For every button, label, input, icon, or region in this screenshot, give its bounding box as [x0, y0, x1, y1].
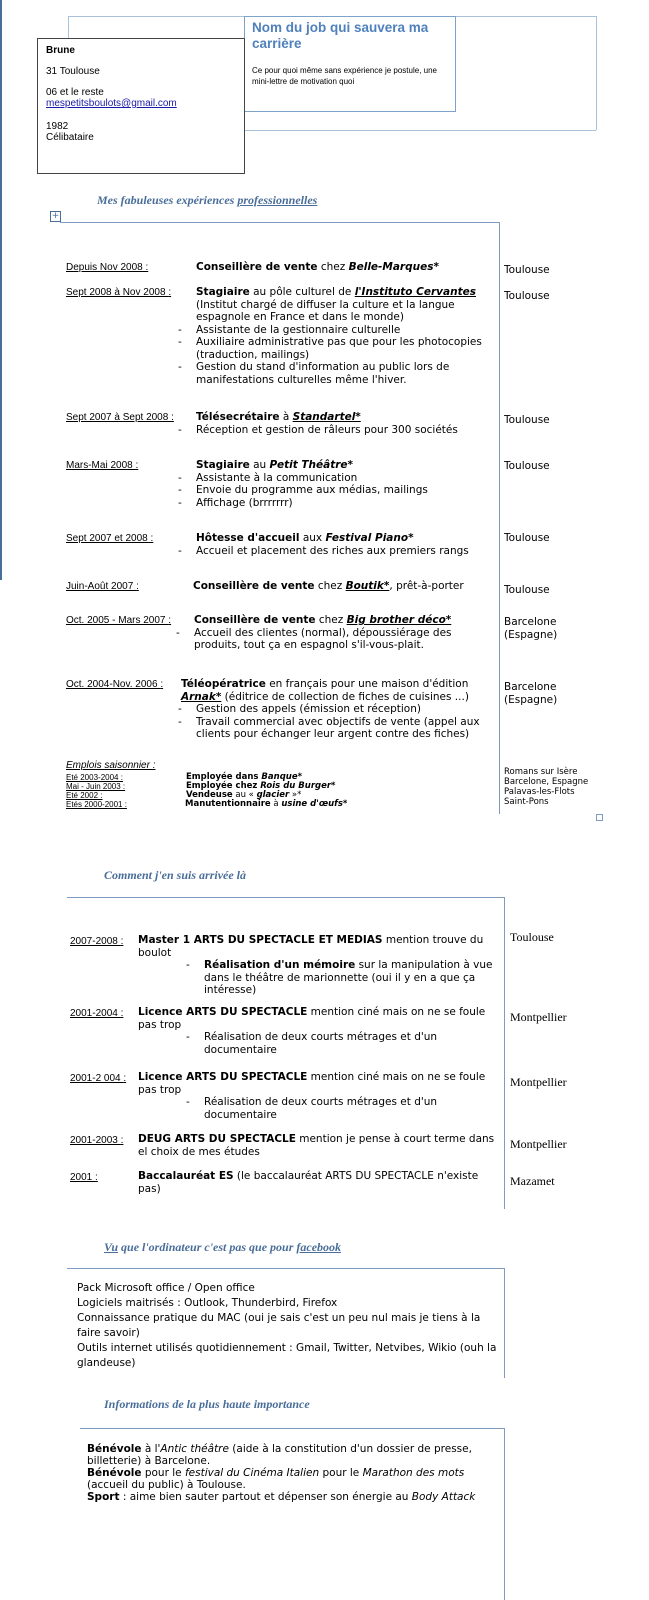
seasonal-connector: à	[270, 799, 282, 809]
education-sub	[186, 959, 498, 997]
education-date: 2001-2003 :	[70, 1135, 124, 1146]
info-italic: Marathon des mots	[362, 1467, 465, 1479]
education-sub-bold: Réalisation d'un mémoire	[204, 959, 356, 971]
experience-date-sep: :	[168, 615, 172, 626]
seasonal-date: Mai - Juin 2003 :	[66, 782, 126, 791]
computer-title-text: Vu	[104, 1240, 119, 1254]
experience-connector: chez	[317, 261, 349, 273]
computer-line: Pack Microsoft office / Open office	[77, 1282, 255, 1294]
education-sub-text: sur la manipulation à vue dans le théâtre de marionnette (oui il y en a que ça intéresse)	[204, 959, 493, 996]
info-item	[87, 1443, 487, 1467]
seasonal-role: Employée dans	[186, 772, 262, 782]
experience-location: Toulouse	[504, 264, 550, 276]
experience-company: Standartel*	[292, 411, 361, 423]
section-rule	[80, 1428, 505, 1429]
education-title: Comment j'en suis arrivée là	[104, 868, 247, 882]
experience-connector: chez	[315, 614, 347, 626]
experience-body[interactable]	[196, 286, 488, 386]
experience-company: l'Instituto Cervantes	[354, 286, 476, 298]
contact-name: Brune	[46, 45, 75, 56]
experience-location: Toulouse	[504, 460, 550, 472]
experience-tail: , prêt-à-porter	[389, 580, 464, 592]
experience-bullet: - Auxiliaire administrative pas que pour les photocopies (traduction, mailings)	[178, 336, 488, 361]
experience-location: Toulouse	[504, 290, 550, 302]
experience-role: Conseillère de vente	[194, 614, 316, 626]
experience-role: Hôtesse d'accueil	[196, 532, 300, 544]
info-text: : aime bien sauter partout et dépenser son énergie au	[119, 1491, 412, 1503]
experience-role: Télésecrétaire	[196, 411, 280, 423]
experience-location: Toulouse	[504, 584, 550, 596]
education-body[interactable]	[138, 1133, 498, 1158]
seasonal-role: Employée chez	[186, 781, 261, 791]
seasonal-date: Eté 2003-2004 :	[66, 773, 123, 782]
experience-company: Belle-Marques*	[348, 261, 439, 273]
info-bold: Bénévole	[87, 1443, 142, 1455]
experience-bullet: - Affichage (brrrrrrr)	[178, 497, 488, 510]
frame-line	[68, 16, 69, 40]
section-rule	[67, 897, 505, 898]
education-degree: Master 1 ARTS DU SPECTACLE ET MEDIAS	[138, 934, 383, 946]
computer-line: Outils internet utilisés quotidiennement : Gmail, Twitter, Netvibes, Wikio (ouh la glandeuse)	[77, 1342, 497, 1369]
experience-headline	[196, 286, 488, 299]
section-column-rule	[504, 897, 505, 1209]
experience-date: Oct. 2004-Nov. 2006 :	[66, 679, 164, 690]
experience-bullet: - Réception et gestion de râleurs pour 300 sociétés	[178, 424, 488, 437]
education-headline	[138, 934, 498, 959]
experience-date: Depuis Nov 2008 :	[66, 262, 149, 273]
seasonal-location: Palavas-les-Flots	[504, 787, 575, 797]
experience-connector: chez	[314, 580, 346, 592]
experience-headline	[196, 459, 488, 472]
education-body[interactable]	[138, 934, 498, 997]
experience-bullet: - Accueil des clientes (normal), dépoussiérage des produits, tout ça en espagnol s'il-vous-plait.	[176, 627, 486, 652]
table-expand-icon[interactable]: +	[51, 211, 60, 221]
experience-body[interactable]	[196, 411, 488, 436]
experience-company: Festival Piano*	[325, 532, 414, 544]
education-degree: Baccalauréat ES	[138, 1170, 234, 1182]
page-edge-line	[0, 0, 2, 580]
experience-connector: en français pour une maison d'édition	[265, 678, 469, 690]
experience-bullet: - Envoie du programme aux médias, mailings	[178, 484, 488, 497]
section-rule	[67, 1268, 505, 1269]
job-title[interactable]: Nom du job qui sauvera ma carrière	[252, 20, 429, 51]
experience-location: Barcelone (Espagne)	[504, 681, 558, 706]
computer-title-text: que l'ordinateur c'est pas que pour	[118, 1240, 297, 1254]
experience-date-sep: :	[135, 460, 139, 471]
education-date: 2001-2 004 :	[70, 1073, 127, 1084]
experience-date: Sept 2007 et 2008 :	[66, 533, 154, 544]
education-mention: mention ciné mais on ne se foule pas trop	[138, 1071, 486, 1096]
section-rule	[60, 222, 500, 223]
contact-email[interactable]: mespetitsboulots@gmail.com	[46, 98, 177, 109]
experience-body[interactable]	[194, 614, 486, 652]
info-title: Informations de la plus haute importance	[104, 1397, 310, 1411]
experience-role: Stagiaire	[196, 286, 250, 298]
education-sub	[186, 1096, 498, 1121]
education-date-sep: :	[120, 936, 124, 947]
experience-bullet: - Assistante à la communication	[178, 472, 488, 485]
experience-headline	[196, 411, 488, 424]
info-bold: Sport	[87, 1491, 120, 1503]
experience-company: Arnak*	[181, 690, 222, 703]
education-sub-text: Réalisation de deux courts métrages et d'un documentaire	[204, 1031, 438, 1056]
computer-skills[interactable]	[77, 1281, 497, 1371]
experience-bullet: - Accueil et placement des riches aux premiers rangs	[178, 545, 488, 558]
info-italic: Antic théâtre	[160, 1443, 229, 1455]
experience-location: Toulouse	[504, 532, 550, 544]
frame-line	[454, 16, 596, 17]
education-date: 2001-2004 :	[70, 1008, 124, 1019]
experience-company: Boutik*	[345, 580, 390, 592]
experience-date-sep: :	[150, 533, 154, 544]
experience-body[interactable]	[196, 532, 488, 557]
experience-tail: (éditrice de collection de fiches de cuisines ...)	[221, 690, 469, 703]
job-subtitle[interactable]: Ce pour quoi même sans expérience je postule, une mini-lettre de motivation quoi	[252, 66, 437, 86]
education-degree: Licence ARTS DU SPECTACLE	[138, 1071, 308, 1083]
experience-date-sep: :	[168, 287, 172, 298]
info-text: pour le	[319, 1467, 363, 1479]
experience-company: Big brother déco*	[346, 614, 452, 626]
education-sub-text: Réalisation de deux courts métrages et d'un documentaire	[204, 1096, 438, 1121]
experience-date-sep: :	[160, 679, 164, 690]
education-headline	[138, 1133, 498, 1158]
education-mention: mention trouve du boulot	[138, 934, 484, 959]
seasonal-role: Vendeuse	[186, 790, 233, 800]
info-text: (accueil du public) à Toulouse.	[87, 1479, 246, 1491]
education-mention: mention je pense à court terme dans el choix de mes études	[138, 1133, 495, 1158]
education-body[interactable]	[138, 1071, 498, 1121]
contact-city: 31 Toulouse	[46, 66, 100, 77]
experience-note: (Institut chargé de diffuser la culture et la langue espagnole en France et dans le monde)	[196, 298, 455, 323]
experience-role: Conseillère de vente	[193, 580, 315, 592]
experience-date-sep: :	[136, 581, 139, 592]
education-mention: mention ciné mais on ne se foule pas trop	[138, 1006, 486, 1031]
seasonal-location: Saint-Pons	[504, 797, 549, 807]
experience-bullet: - Travail commercial avec objectifs de vente (appel aux clients pour échanger leur argent contre des fiches)	[178, 716, 505, 741]
experience-date: Mars-Mai 2008 :	[66, 460, 139, 471]
seasonal-date: Etés 2000-2001 :	[66, 800, 127, 809]
experience-location: Barcelone (Espagne)	[504, 616, 558, 641]
experience-title-text: Mes fabuleuses expériences	[97, 193, 238, 207]
experience-bullet: - Gestion du stand d'information au public lors de manifestations culturelles même l'hiver.	[178, 361, 488, 386]
education-date: 2007-2008 :	[70, 936, 124, 947]
education-body[interactable]	[138, 1006, 498, 1056]
education-mention: (le baccalauréat ARTS DU SPECTACLE n'existe pas)	[138, 1170, 479, 1195]
experience-title-text-underlined: professionnelles	[237, 193, 318, 207]
frame-line	[68, 16, 244, 17]
contact-status: Célibataire	[46, 132, 94, 143]
frame-line	[244, 130, 596, 131]
experience-connector: au	[249, 459, 270, 471]
seasonal-label: Emplois saisonnier :	[66, 760, 156, 771]
experience-role: Conseillère de vente	[196, 261, 318, 273]
seasonal-connector: au «	[232, 790, 257, 800]
experience-date: Juin-Août 2007 :	[66, 581, 139, 592]
experience-body[interactable]	[196, 459, 488, 509]
education-location: Montpellier	[510, 1137, 567, 1151]
computer-line: Connaissance pratique du MAC (oui je sais c'est un peu nul mais je tiens à la faire savoir)	[77, 1312, 481, 1339]
experience-headline	[193, 580, 485, 593]
computer-line: Logiciels maitrisés : Outlook, Thunderbird, Firefox	[77, 1297, 338, 1309]
experience-date: Sept 2007 à Sept 2008 :	[66, 412, 174, 423]
experience-date: Oct. 2005 - Mars 2007 :	[66, 615, 172, 626]
education-date-sep: :	[123, 1073, 127, 1084]
info-text: pour le	[141, 1467, 185, 1479]
education-headline	[138, 1170, 498, 1195]
info-item	[87, 1467, 487, 1491]
education-location: Toulouse	[510, 930, 554, 944]
education-date-sep: :	[120, 1008, 124, 1019]
contact-box[interactable]	[37, 38, 245, 174]
experience-bullet: - Gestion des appels (émission et réception)	[178, 703, 505, 716]
seasonal-job	[185, 800, 347, 809]
education-degree: Licence ARTS DU SPECTACLE	[138, 1006, 308, 1018]
experience-connector: aux	[299, 532, 326, 544]
section-column-rule	[504, 1428, 505, 1600]
contact-phone: 06 et le reste	[46, 87, 104, 98]
experience-connector: au pôle culturel de	[249, 286, 355, 298]
experience-body[interactable]	[193, 580, 485, 593]
experience-connector: à	[279, 411, 293, 423]
education-headline	[138, 1071, 498, 1096]
experience-headline	[196, 261, 488, 274]
seasonal-company: Rois du Burger*	[260, 781, 336, 791]
education-sub	[186, 1031, 498, 1056]
seasonal-company: Banque*	[261, 772, 303, 782]
seasonal-company: usine d'œufs*	[281, 799, 348, 809]
experience-date-sep: :	[171, 412, 174, 423]
seasonal-tail: »*	[289, 790, 302, 800]
experience-role: Téléopératrice	[181, 678, 266, 690]
experience-date: Sept 2008 à Nov 2008 :	[66, 287, 172, 298]
education-location: Montpellier	[510, 1075, 567, 1089]
computer-title	[104, 1240, 341, 1255]
contact-year: 1982	[46, 121, 69, 132]
seasonal-location: Romans sur Isère	[504, 767, 578, 777]
table-resize-handle[interactable]	[596, 814, 603, 821]
info-italic: festival du Cinéma Italien	[184, 1467, 320, 1479]
experience-date-sep: :	[145, 262, 149, 273]
info-bold: Bénévole	[87, 1467, 142, 1479]
education-location: Mazamet	[510, 1174, 555, 1188]
experience-company: Petit Théâtre*	[269, 459, 354, 471]
experience-headline	[181, 678, 505, 703]
education-date-sep: :	[95, 1172, 98, 1183]
section-column-rule	[504, 1268, 505, 1378]
info-text: à l'	[141, 1443, 161, 1455]
frame-line	[596, 16, 597, 130]
education-degree: DEUG ARTS DU SPECTACLE	[138, 1133, 296, 1145]
education-location: Montpellier	[510, 1010, 567, 1024]
info-item	[87, 1491, 487, 1503]
info-italic: Body Attack	[411, 1491, 476, 1503]
education-headline	[138, 1006, 498, 1031]
seasonal-role: Manutentionnaire	[185, 799, 271, 809]
experience-location: Toulouse	[504, 414, 550, 426]
experience-title	[97, 193, 317, 208]
computer-title-text: facebook	[296, 1240, 342, 1254]
seasonal-date: Eté 2002 :	[66, 791, 103, 800]
experience-role: Stagiaire	[196, 459, 250, 471]
experience-bullet: - Assistante de la gestionnaire culturelle	[178, 324, 488, 337]
education-body[interactable]	[138, 1170, 498, 1195]
experience-body[interactable]	[181, 678, 505, 741]
info-text: (aide à la constitution d'un dossier de presse, billetterie) à Barcelone.	[87, 1443, 472, 1467]
experience-body[interactable]	[196, 261, 488, 274]
experience-headline	[196, 532, 488, 545]
seasonal-company: glacier	[256, 790, 290, 800]
info-list[interactable]	[87, 1443, 487, 1503]
education-date: 2001 :	[70, 1172, 98, 1183]
seasonal-location: Barcelone, Espagne	[504, 777, 589, 787]
experience-headline	[194, 614, 486, 627]
education-date-sep: :	[120, 1135, 124, 1146]
